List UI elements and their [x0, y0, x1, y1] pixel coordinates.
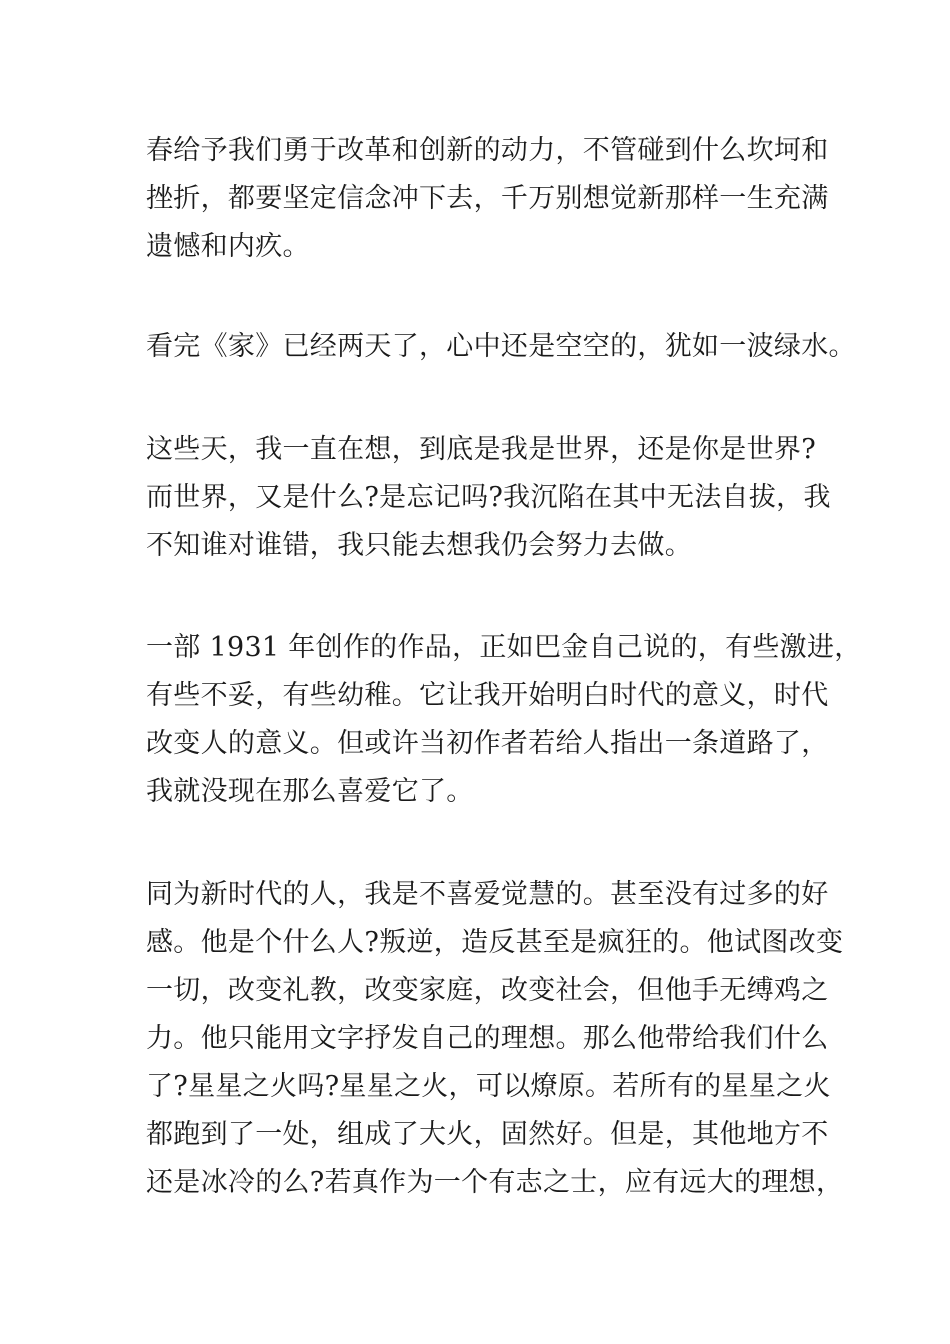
- paragraph-5-line-4: 力。他只能用文字抒发自己的理想。那么他带给我们什么: [146, 1023, 829, 1054]
- paragraph-4-line-3: 改变人的意义。但或许当初作者若给人指出一条道路了，: [146, 728, 829, 759]
- paragraph-5-line-1: 同为新时代的人，我是不喜爱觉慧的。甚至没有过多的好: [146, 879, 829, 910]
- paragraph-5-line-5: 了?星星之火吗?星星之火，可以燎原。若所有的星星之火: [146, 1071, 831, 1102]
- paragraph-3-line-1: 这些天，我一直在想，到底是我是世界，还是你是世界?: [146, 434, 816, 465]
- paragraph-2-line-1: 看完《家》已经两天了，心中还是空空的，犹如一波绿水。: [146, 331, 856, 362]
- paragraph-5-line-2: 感。他是个什么人?叛逆，造反甚至是疯狂的。他试图改变: [146, 927, 844, 958]
- paragraph-3-line-2: 而世界，又是什么?是忘记吗?我沉陷在其中无法自拔，我: [146, 482, 831, 513]
- paragraph-1-line-2: 挫折，都要坚定信念冲下去，千万别想觉新那样一生充满: [146, 183, 829, 214]
- paragraph-5-line-7: 还是冰冷的么?若真作为一个有志之士，应有远大的理想，: [146, 1167, 844, 1198]
- paragraph-3-line-3: 不知谁对谁错，我只能去想我仍会努力去做。: [146, 530, 692, 561]
- paragraph-1-line-3: 遗憾和内疚。: [146, 231, 310, 262]
- paragraph-4-line-4: 我就没现在那么喜爱它了。: [146, 776, 474, 807]
- paragraph-5-line-3: 一切，改变礼教，改变家庭，改变社会，但他手无缚鸡之: [146, 975, 829, 1006]
- paragraph-4-line-1: 一部 1931 年创作的作品，正如巴金自己说的，有些激进，: [146, 632, 862, 663]
- paragraph-5-line-6: 都跑到了一处，组成了大火，固然好。但是，其他地方不: [146, 1119, 829, 1150]
- paragraph-4-line-2: 有些不妥，有些幼稚。它让我开始明白时代的意义，时代: [146, 680, 829, 711]
- paragraph-1-line-1: 春给予我们勇于改革和创新的动力，不管碰到什么坎坷和: [146, 135, 829, 166]
